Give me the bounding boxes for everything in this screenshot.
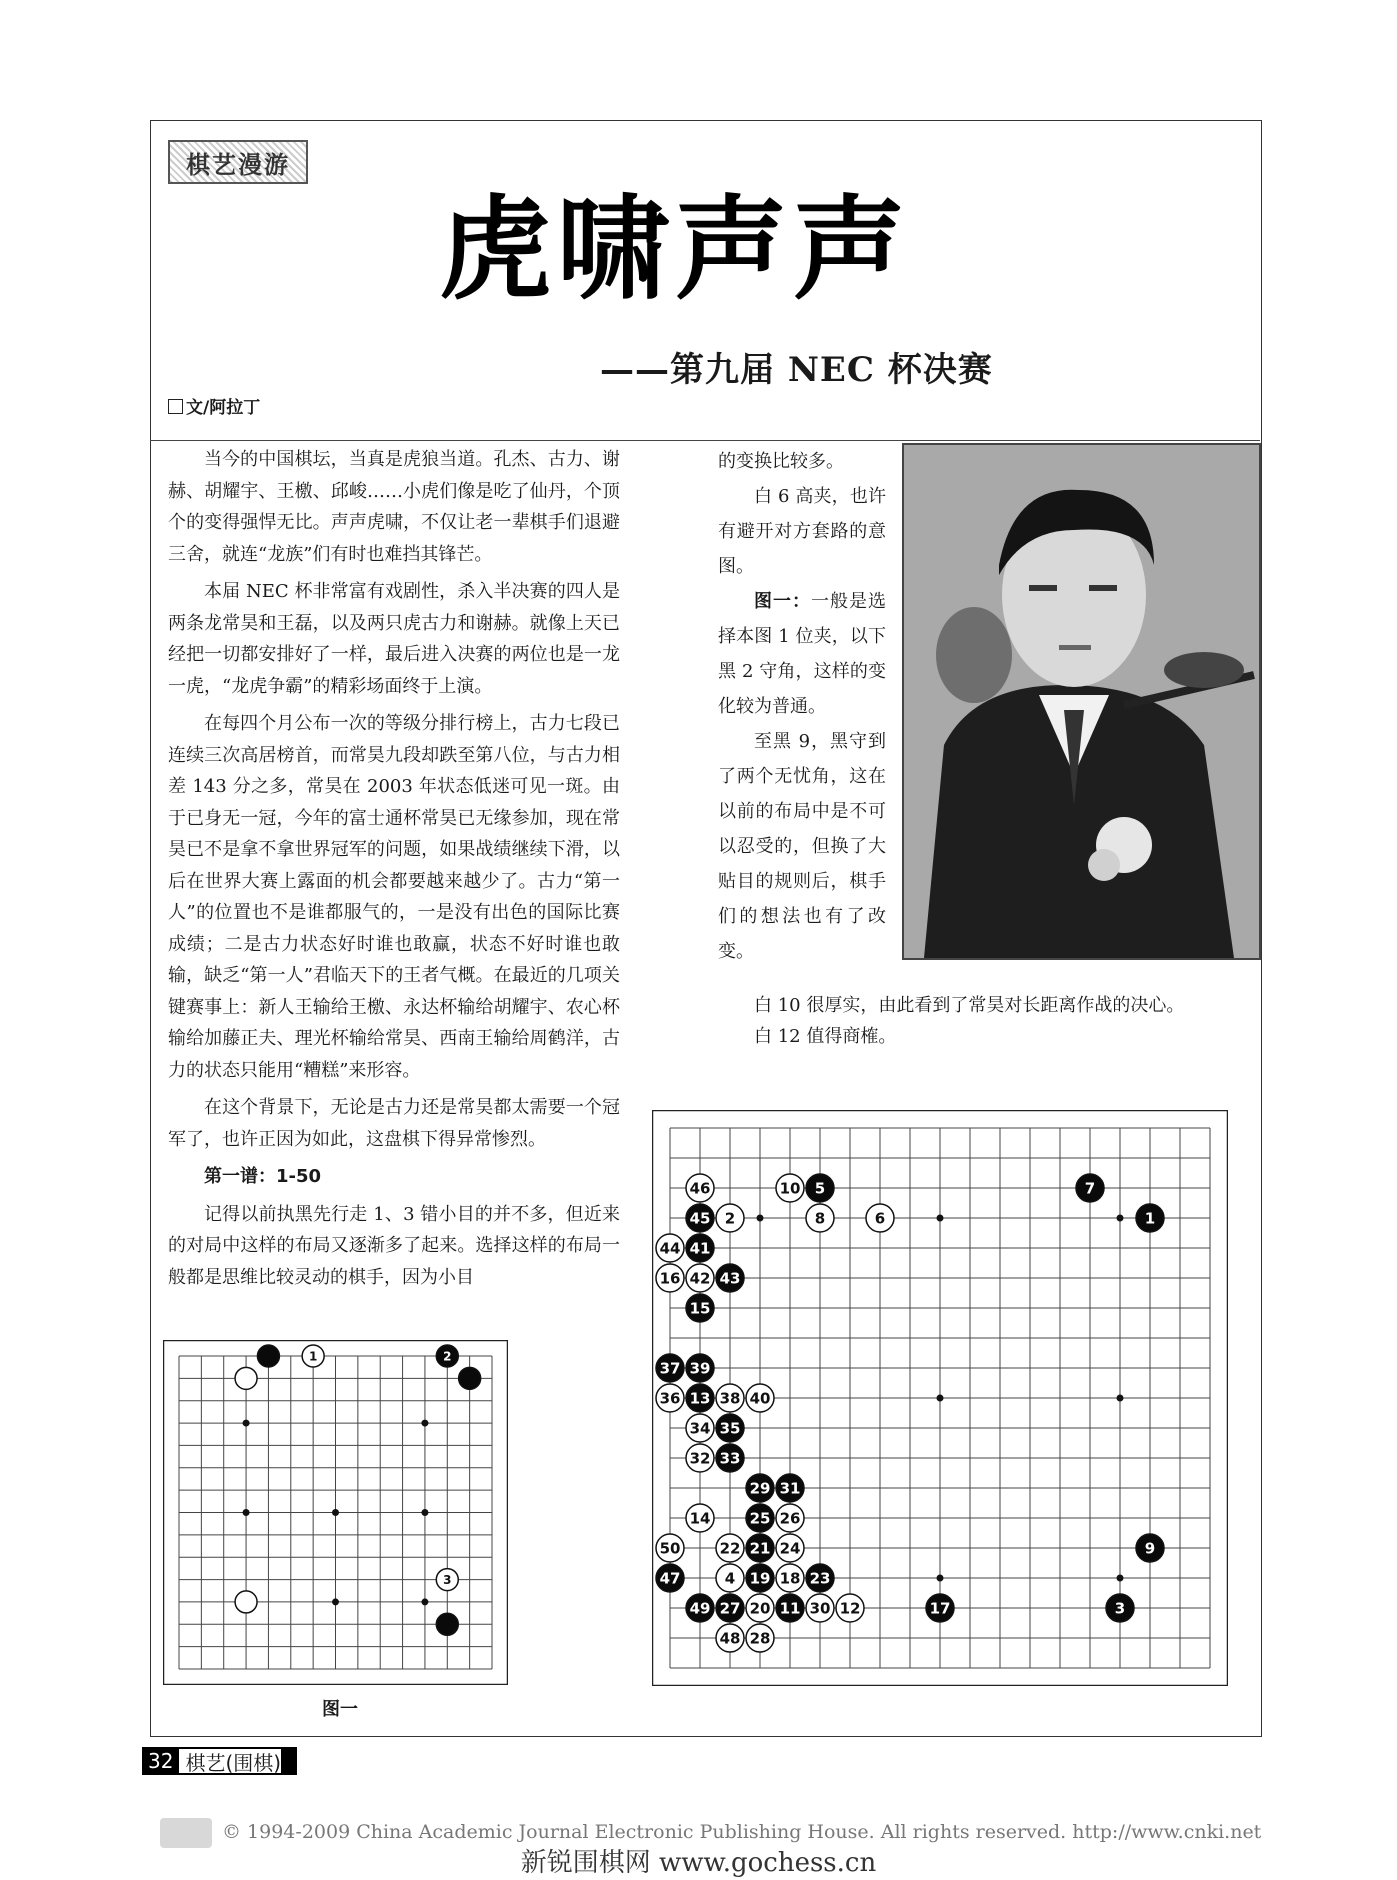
site-watermark: 新锐围棋网 www.gochess.cn [520,1848,877,1878]
black-stone [257,1345,279,1367]
move-number: 50 [659,1539,681,1558]
move-number: 31 [779,1479,801,1498]
middle-column [718,444,886,969]
move-number: 27 [719,1599,741,1618]
move-number: 3 [443,1572,452,1587]
square-icon [168,399,183,414]
move-number: 34 [689,1419,711,1438]
star-point [243,1509,250,1516]
move-number: 8 [814,1209,826,1228]
byline-text: 文/阿拉丁 [186,398,261,418]
move-number: 33 [719,1449,741,1468]
copyright-text: © 1994-2009 China Academic Journal Electronic Publishing House. All rights reserved. http://www.cnki.net [222,1821,1262,1843]
star-point [332,1509,339,1516]
move-number: 43 [719,1269,741,1288]
black-stone [459,1367,481,1389]
section-heading: 第一谱：1-50 [204,1166,322,1187]
paragraph: 白 6 高夹，也许有避开对方套路的意图。 [718,486,886,577]
paragraph: 记得以前执黑先行走 1、3 错小目的并不多，但近来的对局中这样的布局又逐渐多了起来。选择这样的布局一般都是思维比较灵动的棋手，因为小目 [168,1203,620,1288]
move-number: 40 [749,1389,771,1408]
paragraph: 本届 NEC 杯非常富有戏剧性，杀入半决赛的四人是两条龙常昊和王磊，以及两只虎古力和谢赫。就像上天已经把一切都安排好了一样，最后进入决赛的两位也是一龙一虎，“龙虎争霸”的精彩场面终于上演。 [168,581,620,697]
move-number: 30 [809,1599,831,1618]
go-board-figure-1 [163,1340,508,1685]
paragraph: 当今的中国棋坛，当真是虎狼当道。孔杰、古力、谢赫、胡耀宇、王檄、邱峻……小虎们像是吃了仙丹，个顶个的变得强悍无比。声声虎啸，不仅让老一辈棋手们退避三舍，就连“龙族”们有时也难挡其锋芒。 [168,449,620,565]
move-number: 9 [1144,1539,1156,1558]
full-width-text [718,990,1246,1052]
move-number: 11 [779,1599,801,1618]
move-number: 16 [659,1269,681,1288]
move-number: 20 [749,1599,771,1618]
move-number: 36 [659,1389,681,1408]
star-point [1117,1215,1124,1222]
move-number: 14 [689,1509,711,1528]
move-number: 44 [659,1239,681,1258]
figure-label: 图一： [754,591,811,612]
star-point [757,1215,764,1222]
white-stone [235,1591,257,1613]
move-number: 45 [689,1209,711,1228]
move-number: 37 [659,1359,681,1378]
star-point [937,1575,944,1582]
move-number: 23 [809,1569,831,1588]
move-number: 49 [689,1599,711,1618]
move-number: 28 [749,1629,771,1648]
paragraph: 白 12 值得商榷。 [754,1026,897,1047]
paragraph: 白 10 很厚实，由此看到了常昊对长距离作战的决心。 [754,995,1185,1016]
move-number: 41 [689,1239,711,1258]
move-number: 18 [779,1569,801,1588]
move-number: 29 [749,1479,771,1498]
article-subtitle: ——第九届 NEC 杯决赛 [600,350,993,390]
black-stone [436,1613,458,1635]
photo-illustration [904,445,1259,958]
star-point [1117,1575,1124,1582]
move-number: 19 [749,1569,771,1588]
move-number: 10 [779,1179,801,1198]
move-number: 2 [443,1349,452,1364]
paragraph: 在每四个月公布一次的等级分排行榜上，古力七段已连续三次高居榜首，而常昊九段却跌至第八位，与古力相差 143 分之多，常昊在 2003 年状态低迷可见一斑。由于已身无一冠，今年的富士通杯常昊已无缘参加，现在常昊已不是拿不拿世界冠军的问题，如果战绩继续下滑，以后在世界大赛上露面的机会都要越来越少了。古力“第一人”的位置也不是谁都服气的，一是没有出色的国际比赛成绩；二是古力状态好时谁也敢赢，状态不好时谁也敢输，缺乏“第一人”君临天下的王者气概。在最近的几项关键赛事上：新人王输给王檄、永达杯输给胡耀宇、农心杯输给加藤正夫、理光杯输给常昊、西南王输给周鹤洋，古力的状态只能用“糟糕”来形容。 [168,713,620,1081]
figure-caption: 图一 [322,1699,358,1720]
paragraph: 至黑 9，黑守到了两个无忧角，这在以前的布局中是不可以忍受的，但换了大贴目的规则后，棋手们的想法也有了改变。 [718,731,886,962]
move-number: 3 [1114,1599,1126,1618]
section-logo: 棋艺漫游 [168,140,308,184]
move-number: 17 [929,1599,951,1618]
move-number: 35 [719,1419,741,1438]
star-point [1117,1395,1124,1402]
magazine-name: 棋艺(围棋) [179,1747,297,1775]
paragraph: 的变换比较多。 [718,451,844,472]
star-point [421,1509,428,1516]
star-point [421,1420,428,1427]
move-number: 13 [689,1389,711,1408]
move-number: 39 [689,1359,711,1378]
page-footer [142,1747,297,1775]
go-board-record-1-50 [652,1110,1228,1686]
move-number: 26 [779,1509,801,1528]
move-number: 1 [308,1349,318,1364]
paragraph-text: 一般是选择本图 1 位夹，以下黑 2 守角，这样的变化较为普通。 [718,591,886,717]
move-number: 2 [724,1209,736,1228]
star-point [421,1598,428,1605]
move-number: 25 [749,1509,771,1528]
move-number: 42 [689,1269,711,1288]
move-number: 24 [779,1539,801,1558]
player-photo [902,443,1261,960]
byline [168,393,260,418]
move-number: 12 [839,1599,861,1618]
paragraph: 在这个背景下，无论是古力还是常昊都太需要一个冠军了，也许正因为如此，这盘棋下得异常惨烈。 [168,1097,620,1150]
move-number: 4 [724,1569,736,1588]
move-number: 6 [874,1209,886,1228]
paragraph [718,584,886,724]
move-number: 38 [719,1389,741,1408]
move-number: 47 [659,1569,681,1588]
star-point [243,1420,250,1427]
move-number: 7 [1084,1179,1096,1198]
article-title: 虎啸声声 [439,185,911,315]
move-number: 21 [749,1539,771,1558]
move-number: 1 [1144,1209,1156,1228]
page-number: 32 [142,1747,179,1775]
move-number: 48 [719,1629,741,1648]
left-column [168,444,620,1293]
move-number: 15 [689,1299,711,1318]
white-stone [235,1367,257,1389]
move-number: 32 [689,1449,711,1468]
header-divider [150,440,1260,441]
star-point [937,1395,944,1402]
move-number: 22 [719,1539,741,1558]
move-number: 5 [814,1179,826,1198]
move-number: 46 [689,1179,711,1198]
star-point [332,1598,339,1605]
star-point [937,1215,944,1222]
